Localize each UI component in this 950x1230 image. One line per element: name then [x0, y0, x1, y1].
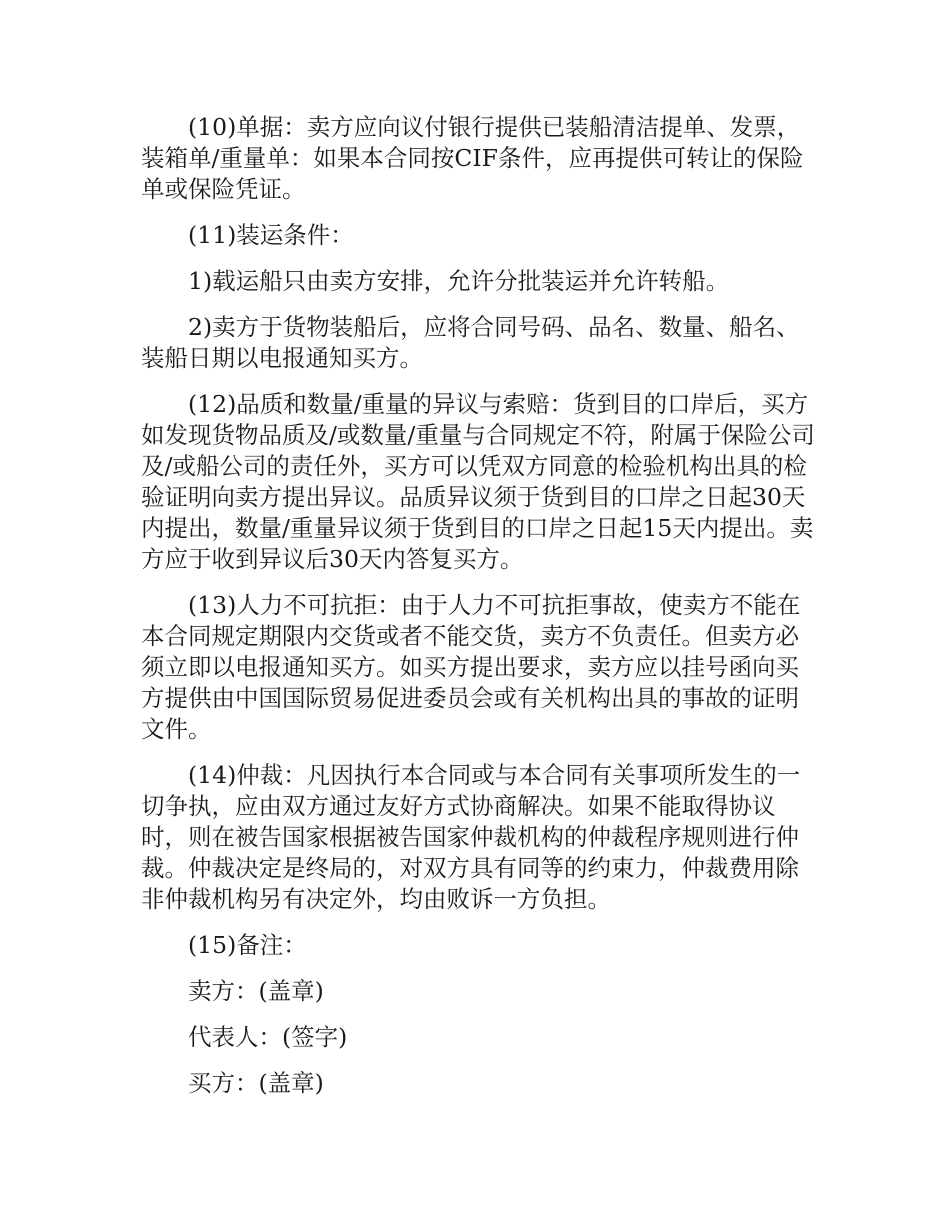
- clause-12-claims: (12)品质和数量/重量的异议与索赔：货到目的口岸后，买方如发现货物品质及/或数量/重量与合同规定不符，附属于保险公司及/或船公司的责任外，买方可以凭双方同意的检验机构出具的检验证明向卖方提出异议。品质异议须于货到目的口岸之日起30天内提出，数量/重量异议须于货到目的口岸之日起15天内提出。卖方应于收到异议后30天内答复买方。: [141, 390, 815, 573]
- clause-14-arbitration: (14)仲裁：凡因执行本合同或与本合同有关事项所发生的一切争执，应由双方通过友好方式协商解决。如果不能取得协议时，则在被告国家根据被告国家仲裁机构的仲裁程序规则进行仲裁。仲裁决定是终局的，对双方具有同等的约束力，仲裁费用除非仲裁机构另有决定外，均由败诉一方负担。: [141, 761, 801, 913]
- clause-15-remarks: (15)备注：: [188, 931, 307, 959]
- clause-10-documents: (10)单据：卖方应向议付银行提供已装船清洁提单、发票，装箱单/重量单：如果本合同按CIF条件，应再提供可转让的保险单或保险凭证。: [141, 113, 804, 203]
- clause-11-item-2: 2)卖方于货物装船后，应将合同号码、品名、数量、船名、装船日期以电报通知买方。: [141, 313, 800, 372]
- buyer-signature-line: 买方：(盖章): [188, 1069, 324, 1097]
- clause-11-item-1: 1)载运船只由卖方安排，允许分批装运并允许转船。: [188, 267, 730, 295]
- representative-signature-line: 代表人：(签字): [188, 1023, 348, 1051]
- clause-11-shipment-heading: (11)装运条件：: [188, 221, 354, 249]
- seller-signature-line: 卖方：(盖章): [188, 977, 324, 1005]
- clause-13-force-majeure: (13)人力不可抗拒：由于人力不可抗拒事故，使卖方不能在本合同规定期限内交货或者不能交货，卖方不负责任。但卖方必须立即以电报通知买方。如买方提出要求，卖方应以挂号函向买方提供由中国国际贸易促进委员会或有关机构出具的事故的证明文件。: [141, 591, 801, 743]
- document-body: [141, 112, 821, 1114]
